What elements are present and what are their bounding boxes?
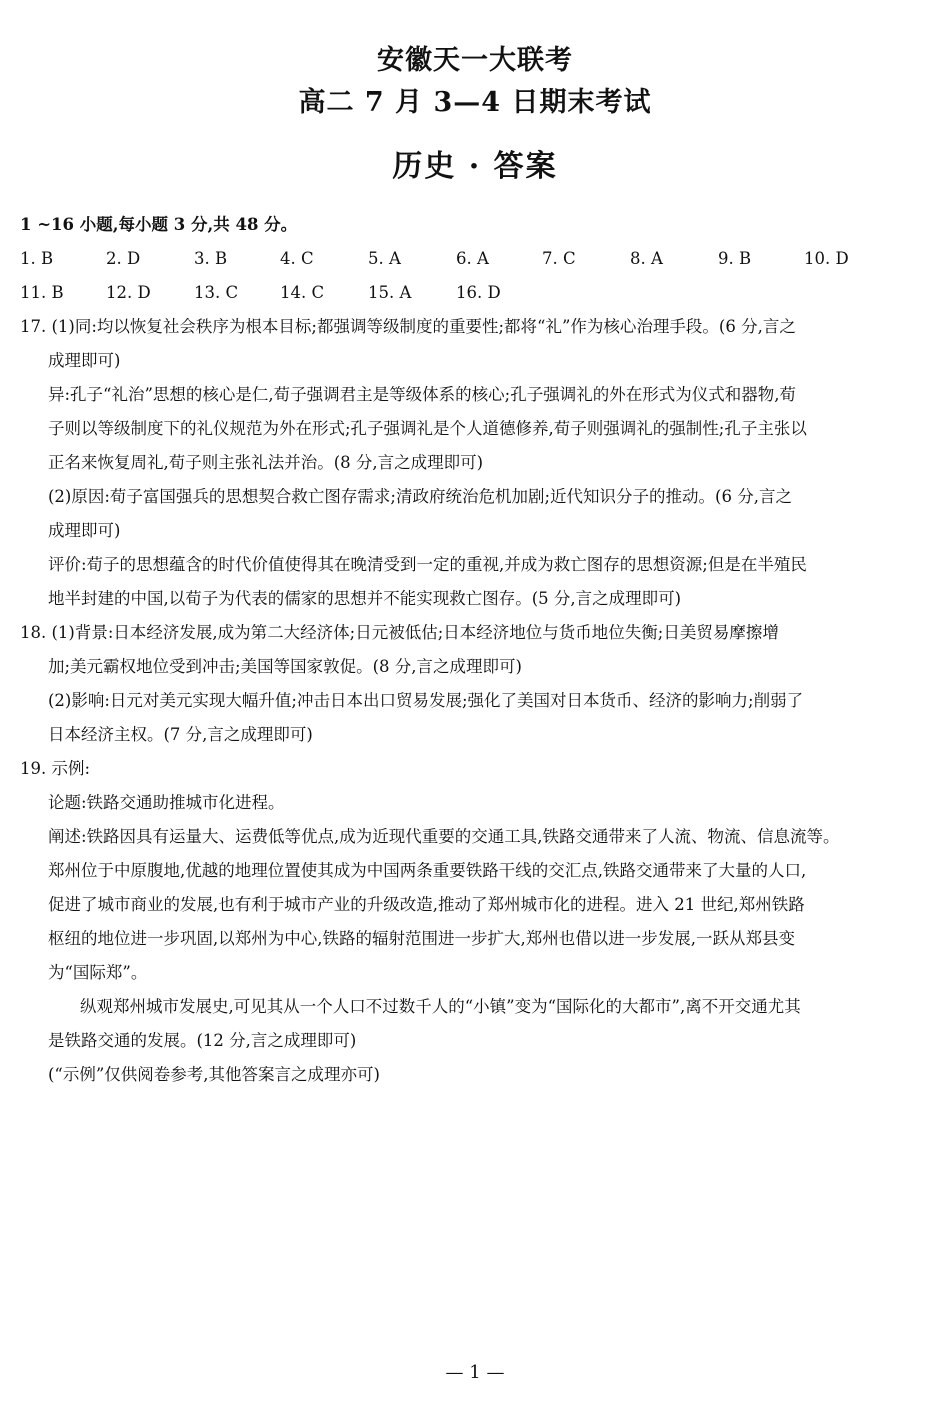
mc-answer: 3. B bbox=[194, 249, 228, 268]
mc-answer: 4. C bbox=[280, 249, 314, 268]
answer-17-line: 地半封建的中国,以荀子为代表的儒家的思想并不能实现救亡图存。(5 分,言之成理即可) bbox=[48, 589, 682, 608]
answer-18-line: (2)影响:日元对美元实现大幅升值;冲击日本出口贸易发展;强化了美国对日本货币、经济的影响力;削弱了 bbox=[48, 691, 804, 710]
mc-answer: 12. D bbox=[106, 283, 151, 302]
answer-17-line: 成理即可) bbox=[48, 521, 121, 540]
answer-18-line: 18. (1)背景:日本经济发展,成为第二大经济体;日元被低估;日本经济地位与货币地位失衡;日美贸易摩擦增 bbox=[20, 623, 779, 642]
answer-17-line: 评价:荀子的思想蕴含的时代价值使得其在晚清受到一定的重视,并成为救亡图存的思想资源;但是在半殖民 bbox=[48, 555, 807, 574]
subject-title: 历史 · 答案 bbox=[392, 149, 558, 184]
mc-answer: 5. A bbox=[368, 249, 401, 268]
mc-answer: 11. B bbox=[20, 283, 64, 302]
answer-19-line: 阐述:铁路因具有运量大、运费低等优点,成为近现代重要的交通工具,铁路交通带来了人流、物流、信息流等。 bbox=[48, 827, 840, 846]
mc-answer: 15. A bbox=[368, 283, 412, 302]
page-number: — 1 — bbox=[445, 1362, 505, 1383]
answer-18-line: 日本经济主权。(7 分,言之成理即可) bbox=[48, 725, 313, 744]
mc-answer: 2. D bbox=[106, 249, 141, 268]
answer-19-line: 促进了城市商业的发展,也有利于城市产业的升级改造,推动了郑州城市化的进程。进入 21 世纪,郑州铁路 bbox=[48, 895, 805, 914]
mc-answer: 7. C bbox=[542, 249, 576, 268]
answer-17-line: 17. (1)同:均以恢复社会秩序为根本目标;都强调等级制度的重要性;都将“礼”作为核心治理手段。(6 分,言之 bbox=[20, 317, 796, 336]
answer-19-line: 论题:铁路交通助推城市化进程。 bbox=[48, 793, 285, 812]
answer-17-line: (2)原因:荀子富国强兵的思想契合救亡图存需求;清政府统治危机加剧;近代知识分子的推动。(6 分,言之 bbox=[48, 487, 792, 506]
answer-19-line: 纵观郑州城市发展史,可见其从一个人口不过数千人的“小镇”变为“国际化的大都市”,离不开交通尤其 bbox=[80, 997, 801, 1016]
mc-intro: 1 ~16 小题,每小题 3 分,共 48 分。 bbox=[20, 215, 298, 234]
answer-18-line: 加;美元霸权地位受到冲击;美国等国家敦促。(8 分,言之成理即可) bbox=[48, 657, 522, 676]
answer-19-line: 枢纽的地位进一步巩固,以郑州为中心,铁路的辐射范围进一步扩大,郑州也借以进一步发展,一跃从郑县变 bbox=[48, 929, 795, 948]
answer-19-note: (“示例”仅供阅卷参考,其他答案言之成理亦可) bbox=[48, 1065, 380, 1084]
mc-answer: 8. A bbox=[630, 249, 663, 268]
exam-name-title: 高二 7 月 3—4 日期末考试 bbox=[298, 87, 652, 118]
mc-answer: 6. A bbox=[456, 249, 489, 268]
answer-17-line: 成理即可) bbox=[48, 351, 121, 370]
answer-19-line: 郑州位于中原腹地,优越的地理位置使其成为中国两条重要铁路干线的交汇点,铁路交通带来了大量的人口, bbox=[48, 861, 807, 880]
mc-answer: 16. D bbox=[456, 283, 501, 302]
mc-answer: 1. B bbox=[20, 249, 54, 268]
answer-19-line: 为“国际郑”。 bbox=[48, 963, 148, 982]
answer-19-line: 19. 示例: bbox=[20, 759, 91, 778]
mc-answer: 14. C bbox=[280, 283, 325, 302]
answer-17-line: 异:孔子“礼治”思想的核心是仁,荀子强调君主是等级体系的核心;孔子强调礼的外在形式为仪式和器物,荀 bbox=[48, 385, 796, 404]
exam-organizer-title: 安徽天一大联考 bbox=[377, 45, 573, 76]
answer-19-line: 是铁路交通的发展。(12 分,言之成理即可) bbox=[48, 1031, 357, 1050]
answer-17-line: 子则以等级制度下的礼仪规范为外在形式;孔子强调礼是个人道德修养,荀子则强调礼的强制性;孔子主张以 bbox=[48, 419, 807, 438]
mc-answer: 10. D bbox=[804, 249, 849, 268]
mc-answer: 9. B bbox=[718, 249, 752, 268]
mc-answer: 13. C bbox=[194, 283, 239, 302]
answer-17-line: 正名来恢复周礼,荀子则主张礼法并治。(8 分,言之成理即可) bbox=[48, 453, 484, 472]
